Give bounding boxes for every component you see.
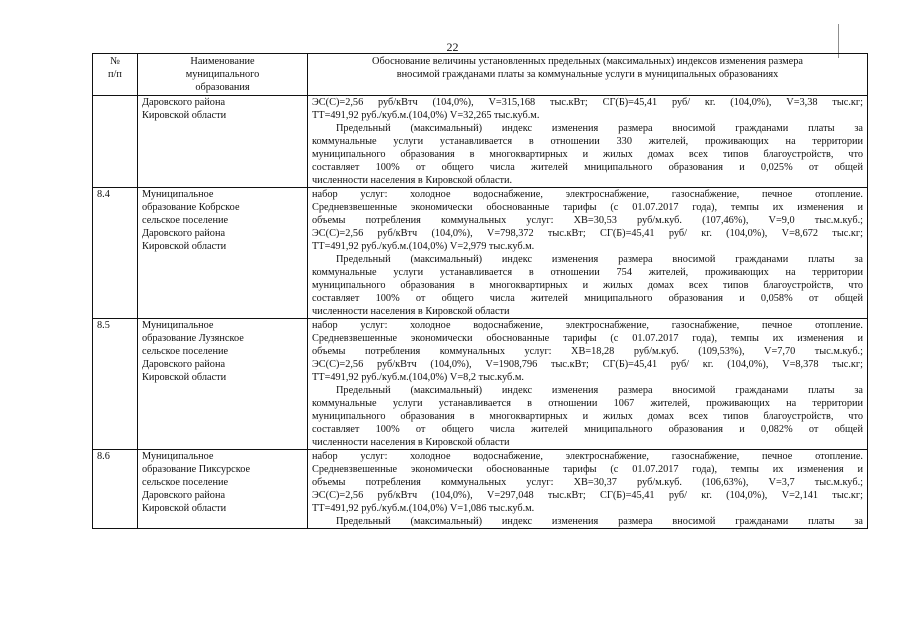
municipality-name-line: сельское поселение — [142, 477, 229, 488]
header-justification-column — [308, 54, 868, 96]
row-number-cell: 8.5 — [93, 319, 138, 450]
table-row — [93, 188, 868, 319]
justification-line: коммунальные услуги устанавливается в отношении 754 жителей, проживающих на территории — [312, 267, 863, 278]
justification-cell — [308, 188, 868, 319]
municipality-name-line: сельское поселение — [142, 346, 229, 357]
row-number-cell: 8.4 — [93, 188, 138, 319]
municipality-name-line: образование Лузянское — [142, 333, 244, 344]
justification-cell — [308, 450, 868, 529]
municipality-name-line: Муниципальное — [142, 320, 214, 331]
municipality-name-line: Даровского района — [142, 97, 226, 108]
justification-line: численности населения в Кировской области. — [312, 175, 513, 186]
justification-line: муниципального образования в многоквартирных и жилых домах всех типов благоустройств, что — [312, 411, 863, 422]
header-line: муниципального — [185, 69, 260, 80]
justification-line: коммунальные услуги устанавливается в отношении 330 жителей, проживающих на территории — [312, 136, 863, 147]
header-line: вносимой гражданами платы за коммунальные услуги в муниципальных образованиях — [396, 69, 779, 80]
municipality-name-cell — [138, 96, 308, 188]
header-line: п/п — [108, 69, 122, 80]
justification-line: коммунальные услуги устанавливается в отношении 1067 жителей, проживающих на территории — [312, 398, 863, 409]
header-line: Наименование — [190, 56, 255, 67]
justification-line: объемы потребления коммунальных услуг: ХВ=30,53 руб/м.куб. (107,46%), V=9,0 тыс.м.куб.; — [312, 215, 863, 226]
header-line: образования — [195, 82, 250, 93]
municipality-name-line: Муниципальное — [142, 451, 214, 462]
justification-line: Предельный (максимальный) индекс изменения размера вносимой гражданами платы за — [336, 516, 863, 527]
justification-line: объемы потребления коммунальных услуг: ХВ=30,37 руб/м.куб. (106,63%), V=3,7 тыс.м.куб.; — [312, 477, 863, 488]
justification-line: ЭС(С)=2,56 руб/кВтч (104,0%), V=1908,796 тыс.кВт; СГ(Б)=45,41 руб/ кг. (104,0%), V=8,378 тыс.кг; — [312, 359, 863, 370]
justification-line: составляет 100% от общего числа жителей мниципального образования и 0,082% от общей — [312, 424, 863, 435]
municipality-name-cell — [138, 450, 308, 529]
justification-line: ЭС(С)=2,56 руб/кВтч (104,0%), V=798,372 тыс.кВт; СГ(Б)=45,41 руб/ кг. (104,0%), V=8,672 тыс.кг; — [312, 228, 863, 239]
justification-cell — [308, 96, 868, 188]
header-name-column — [138, 54, 308, 96]
municipality-name-line: образование Пиксурское — [142, 464, 251, 475]
page-number: 22 — [446, 40, 459, 54]
justification-line: ЭС(С)=2,56 руб/кВтч (104,0%), V=315,168 тыс.кВт; СГ(Б)=45,41 руб/ кг. (104,0%), V=3,38 тыс.кг; — [312, 97, 863, 108]
header-line: № — [110, 56, 120, 67]
municipality-name-line: Кировской области — [142, 241, 227, 252]
municipality-name-cell — [138, 188, 308, 319]
municipality-name-line: Муниципальное — [142, 189, 214, 200]
justification-line: ЭС(С)=2,56 руб/кВтч (104,0%), V=297,048 тыс.кВт; СГ(Б)=45,41 руб/ кг. (104,0%), V=2,141 тыс.кг; — [312, 490, 863, 501]
justification-line: Средневзвешенные экономически обоснованные тарифы (с 01.07.2017 года), темпы их изменения и — [312, 202, 863, 213]
justification-line: Средневзвешенные экономически обоснованные тарифы (с 01.07.2017 года), темпы их изменения и — [312, 333, 863, 344]
municipality-name-line: образование Кобрское — [142, 202, 240, 213]
row-number-cell — [93, 96, 138, 188]
table-row — [93, 319, 868, 450]
municipality-name-line: Даровского района — [142, 490, 226, 501]
municipality-name-cell — [138, 319, 308, 450]
justification-line: набор услуг: холодное водоснабжение, электроснабжение, газоснабжение, печное отопление. — [312, 320, 863, 331]
justification-line: ТТ=491,92 руб./куб.м.(104,0%) V=2,979 тыс.куб.м. — [312, 241, 535, 252]
justification-line: численности населения в Кировской области — [312, 306, 510, 317]
justification-line: муниципального образования в многоквартирных и жилых домах всех типов благоустройств, что — [312, 280, 863, 291]
table-body — [93, 96, 868, 529]
municipality-name-line: Кировской области — [142, 372, 227, 383]
table-row — [93, 96, 868, 188]
justification-line: составляет 100% от общего числа жителей мниципального образования и 0,058% от общей — [312, 293, 863, 304]
justification-line: Предельный (максимальный) индекс изменения размера вносимой гражданами платы за — [336, 385, 863, 396]
municipality-name-line: Даровского района — [142, 228, 226, 239]
justification-line: составляет 100% от общего числа жителей мниципального образования и 0,025% от общей — [312, 162, 863, 173]
justification-line: численности населения в Кировской области — [312, 437, 510, 448]
justification-line: набор услуг: холодное водоснабжение, электроснабжение, газоснабжение, печное отопление. — [312, 451, 863, 462]
municipality-name-line: Кировской области — [142, 110, 227, 121]
justification-line: ТТ=491,92 руб./куб.м.(104,0%) V=32,265 тыс.куб.м. — [312, 110, 540, 121]
justification-line: ТТ=491,92 руб./куб.м.(104,0%) V=8,2 тыс.куб.м. — [312, 372, 524, 383]
justification-line: муниципального образования в многоквартирных и жилых домах всех типов благоустройств, что — [312, 149, 863, 160]
row-number-cell: 8.6 — [93, 450, 138, 529]
tariff-index-table — [92, 53, 868, 529]
justification-line: Средневзвешенные экономически обоснованные тарифы (с 01.07.2017 года), темпы их изменения и — [312, 464, 863, 475]
header-number-column — [93, 54, 138, 96]
justification-line: объемы потребления коммунальных услуг: ХВ=18,28 руб/м.куб. (109,53%), V=7,70 тыс.м.куб.; — [312, 346, 863, 357]
header-line: Обоснование величины установленных предельных (максимальных) индексов изменения размера — [372, 56, 803, 67]
table-row — [93, 450, 868, 529]
justification-cell — [308, 319, 868, 450]
justification-line: Предельный (максимальный) индекс изменения размера вносимой гражданами платы за — [336, 123, 863, 134]
justification-line: набор услуг: холодное водоснабжение, электроснабжение, газоснабжение, печное отопление. — [312, 189, 863, 200]
municipality-name-line: Кировской области — [142, 503, 227, 514]
municipality-name-line: сельское поселение — [142, 215, 229, 226]
justification-line: Предельный (максимальный) индекс изменения размера вносимой гражданами платы за — [336, 254, 863, 265]
municipality-name-line: Даровского района — [142, 359, 226, 370]
justification-line: ТТ=491,92 руб./куб.м.(104,0%) V=1,086 тыс.куб.м. — [312, 503, 535, 514]
table-header — [93, 54, 868, 96]
